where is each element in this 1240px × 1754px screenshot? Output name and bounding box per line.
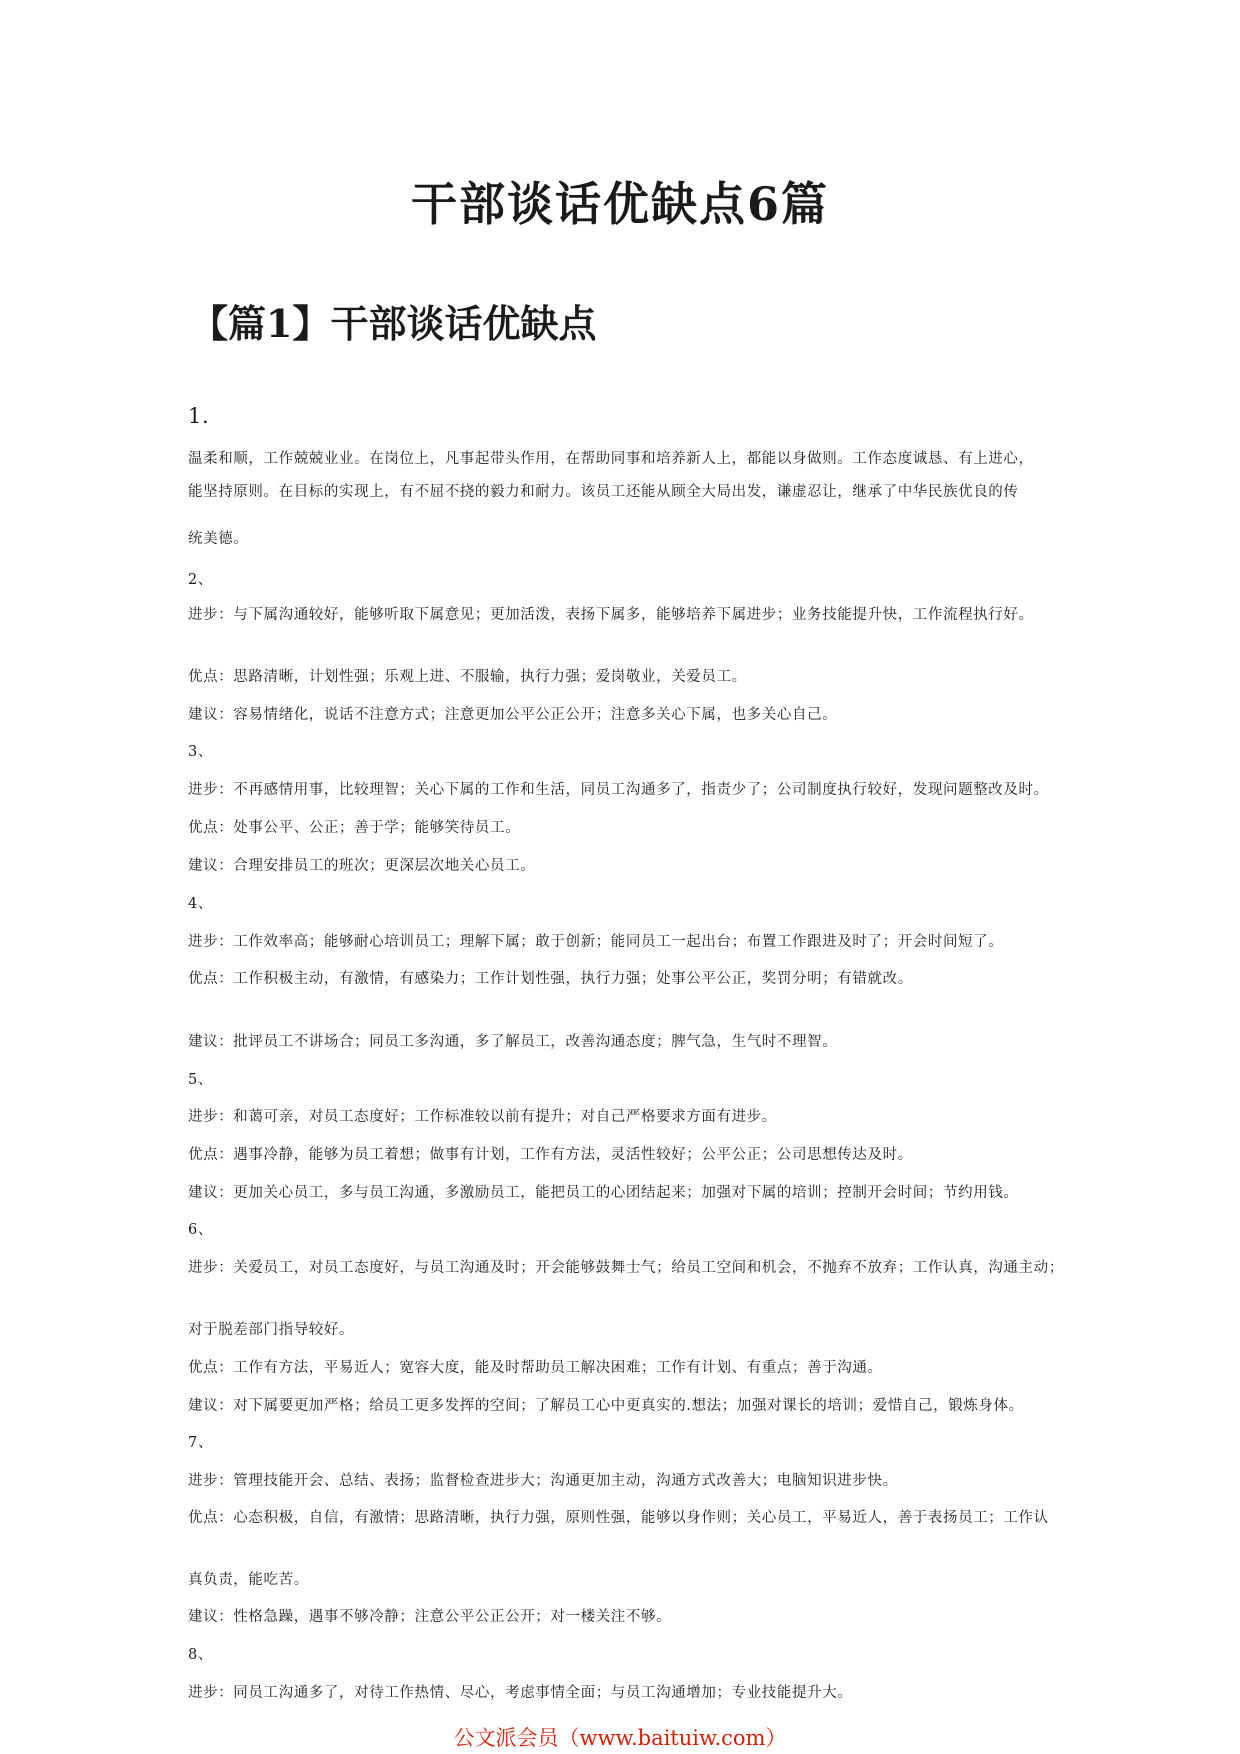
strength-line: 优点：心态积极，自信，有激情；思路清晰，执行力强，原则性强，能够以身作则；关心员工，平易近人，善于表扬员工；工作认 <box>188 1510 1049 1526</box>
paragraph-line: 温柔和顺，工作兢兢业业。在岗位上，凡事起带头作用，在帮助同事和培养新人上，都能以身做则。工作态度诚恳、有上进心， <box>188 451 1034 467</box>
progress-line: 进步：和蔼可亲，对员工态度好；工作标准较以前有提升；对自己严格要求方面有进步。 <box>188 1109 777 1125</box>
progress-line: 进步：关爱员工，对员工态度好，与员工沟通及时；开会能够鼓舞士气；给员工空间和机会，不抛弃不放弃；工作认真，沟通主动； <box>188 1260 1064 1276</box>
suggestion-line: 建议：更加关心员工，多与员工沟通，多激励员工，能把员工的心团结起来；加强对下属的培训；控制开会时间；节约用钱。 <box>188 1185 1019 1201</box>
footer-watermark: 公文派会员（www.baituiw.com） <box>453 1726 787 1750</box>
paragraph-line: 统美德。 <box>188 531 249 547</box>
strength-line: 优点：工作有方法，平易近人；宽容大度，能及时帮助员工解决困难；工作有计划、有重点；善于沟通。 <box>188 1360 883 1376</box>
suggestion-line: 建议：容易情绪化，说话不注意方式；注意更加公平公正公开；注意多关心下属，也多关心自己。 <box>188 707 838 723</box>
item-number-3: 3、 <box>188 744 213 760</box>
suggestion-line: 建议：合理安排员工的班次；更深层次地关心员工。 <box>188 858 536 874</box>
paragraph-line: 对于脱差部门指导较好。 <box>188 1322 355 1338</box>
item-number-8: 8、 <box>188 1647 213 1663</box>
section-heading: 【篇1】干部谈话优缺点 <box>190 301 597 346</box>
document-title: 干部谈话优缺点6篇 <box>410 177 829 231</box>
strength-line: 优点：思路清晰，计划性强；乐观上进、不服输，执行力强；爱岗敬业，关爱员工。 <box>188 669 747 685</box>
suggestion-line: 建议：批评员工不讲场合；同员工多沟通，多了解员工，改善沟通态度；脾气急，生气时不理智。 <box>188 1034 838 1050</box>
progress-line: 进步：管理技能开会、总结、表扬；监督检查进步大；沟通更加主动，沟通方式改善大；电脑知识进步快。 <box>188 1473 898 1489</box>
item-number-4: 4、 <box>188 896 213 912</box>
progress-line: 进步：同员工沟通多了，对待工作热情、尽心，考虑事情全面；与员工沟通增加；专业技能提升大。 <box>188 1685 853 1701</box>
item-number-6: 6、 <box>188 1222 213 1238</box>
strength-line: 优点：工作积极主动，有激情，有感染力；工作计划性强，执行力强；处事公平公正，奖罚分明；有错就改。 <box>188 971 913 987</box>
strength-line: 优点：遇事冷静，能够为员工着想；做事有计划，工作有方法，灵活性较好；公平公正；公司思想传达及时。 <box>188 1147 913 1163</box>
progress-line: 进步：与下属沟通较好，能够听取下属意见；更加活泼，表扬下属多，能够培养下属进步；业务技能提升快，工作流程执行好。 <box>188 607 1034 623</box>
item-number-1: 1. <box>188 404 210 428</box>
item-number-2: 2、 <box>188 572 213 588</box>
suggestion-line: 建议：性格急躁，遇事不够冷静；注意公平公正公开；对一楼关注不够。 <box>188 1609 672 1625</box>
strength-line: 优点：处事公平、公正；善于学；能够笑待员工。 <box>188 820 521 836</box>
progress-line: 进步：不再感情用事，比较理智；关心下属的工作和生活，同员工沟通多了，指责少了；公司制度执行较好，发现问题整改及时。 <box>188 782 1049 798</box>
paragraph-line: 能坚持原则。在目标的实现上，有不屈不挠的毅力和耐力。该员工还能从顾全大局出发，谦虚忍让，继承了中华民族优良的传 <box>188 484 1019 500</box>
suggestion-line: 建议：对下属要更加严格；给员工更多发挥的空间；了解员工心中更真实的.想法；加强对课长的培训；爱惜自己，锻炼身体。 <box>188 1398 1024 1414</box>
item-number-7: 7、 <box>188 1435 213 1451</box>
item-number-5: 5、 <box>188 1072 213 1088</box>
progress-line: 进步：工作效率高；能够耐心培训员工；理解下属；敢于创新；能同员工一起出台；布置工作跟进及时了；开会时间短了。 <box>188 934 1004 950</box>
paragraph-line: 真负责，能吃苦。 <box>188 1572 309 1588</box>
